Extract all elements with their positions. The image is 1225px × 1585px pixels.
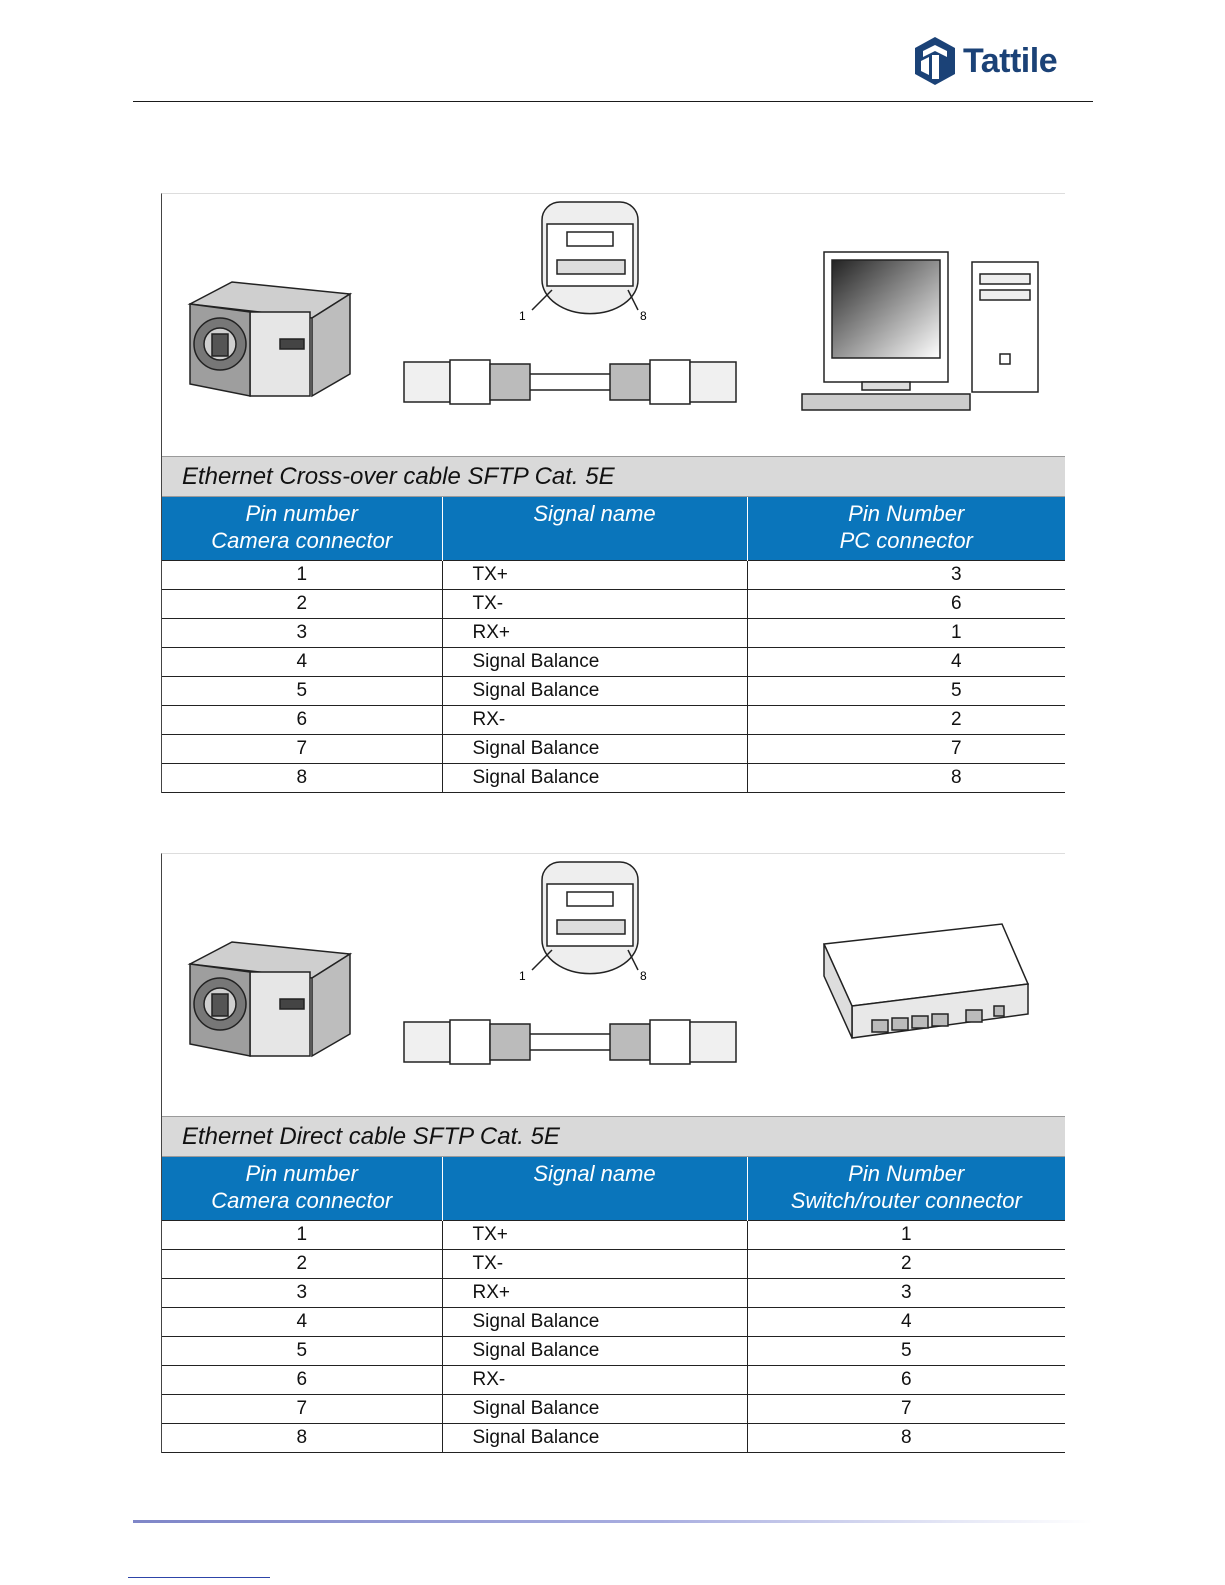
ethernet-cable-icon [404, 1020, 736, 1064]
crossover-caption: Ethernet Cross-over cable SFTP Cat. 5E [162, 456, 1065, 497]
direct-pin-table [162, 1157, 1065, 1453]
header-switch-pin: Pin Number Switch/router connector [747, 1157, 1065, 1221]
rj45-jack-icon [532, 862, 638, 974]
crossover-pin-table [162, 497, 1065, 793]
header-signal-name: Signal name [442, 1157, 747, 1221]
footer-rule [133, 1520, 1093, 1523]
table-row: 5 Signal Balance 5 [162, 1337, 1065, 1366]
direct-caption: Ethernet Direct cable SFTP Cat. 5E [162, 1116, 1065, 1157]
pin-label-8: 8 [640, 969, 647, 983]
table-row: 6 RX- 2 [162, 706, 1065, 735]
table-row: 2 TX- 6 [162, 590, 1065, 619]
pc-icon [802, 252, 1038, 410]
table-row: 4 Signal Balance 4 [162, 648, 1065, 677]
camera-icon [190, 942, 350, 1056]
table-row: 2 TX- 2 [162, 1250, 1065, 1279]
table-row: 5 Signal Balance 5 [162, 677, 1065, 706]
header-pc-pin: Pin Number PC connector [747, 497, 1065, 561]
table-row: 1 TX+ 3 [162, 561, 1065, 590]
ethernet-cable-icon [404, 360, 736, 404]
footer-link-underline [128, 1577, 270, 1578]
network-switch-icon [824, 924, 1028, 1038]
direct-illustration [162, 854, 1065, 1116]
rj45-jack-icon [532, 202, 638, 314]
pin-label-1: 1 [519, 309, 526, 323]
table-row: 3 RX+ 3 [162, 1279, 1065, 1308]
tattile-logo [913, 30, 1057, 92]
pin-label-8: 8 [640, 309, 647, 323]
table-row: 8 Signal Balance 8 [162, 764, 1065, 793]
header-rule [133, 101, 1093, 102]
direct-cable-panel [161, 853, 1065, 1453]
camera-icon [190, 282, 350, 396]
table-row: 7 Signal Balance 7 [162, 1395, 1065, 1424]
pin-label-1: 1 [519, 969, 526, 983]
table-row: 7 Signal Balance 7 [162, 735, 1065, 764]
header-camera-pin: Pin number Camera connector [162, 497, 442, 561]
header-signal-name: Signal name [442, 497, 747, 561]
header-camera-pin: Pin number Camera connector [162, 1157, 442, 1221]
table-row: 3 RX+ 1 [162, 619, 1065, 648]
brand-name: Tattile [963, 41, 1058, 80]
crossover-illustration [162, 194, 1065, 456]
table-row: 4 Signal Balance 4 [162, 1308, 1065, 1337]
table-row: 8 Signal Balance 8 [162, 1424, 1065, 1453]
table-row: 1 TX+ 1 [162, 1221, 1065, 1250]
tattile-logo-icon [913, 35, 957, 87]
table-row: 6 RX- 6 [162, 1366, 1065, 1395]
crossover-cable-panel [161, 193, 1065, 793]
